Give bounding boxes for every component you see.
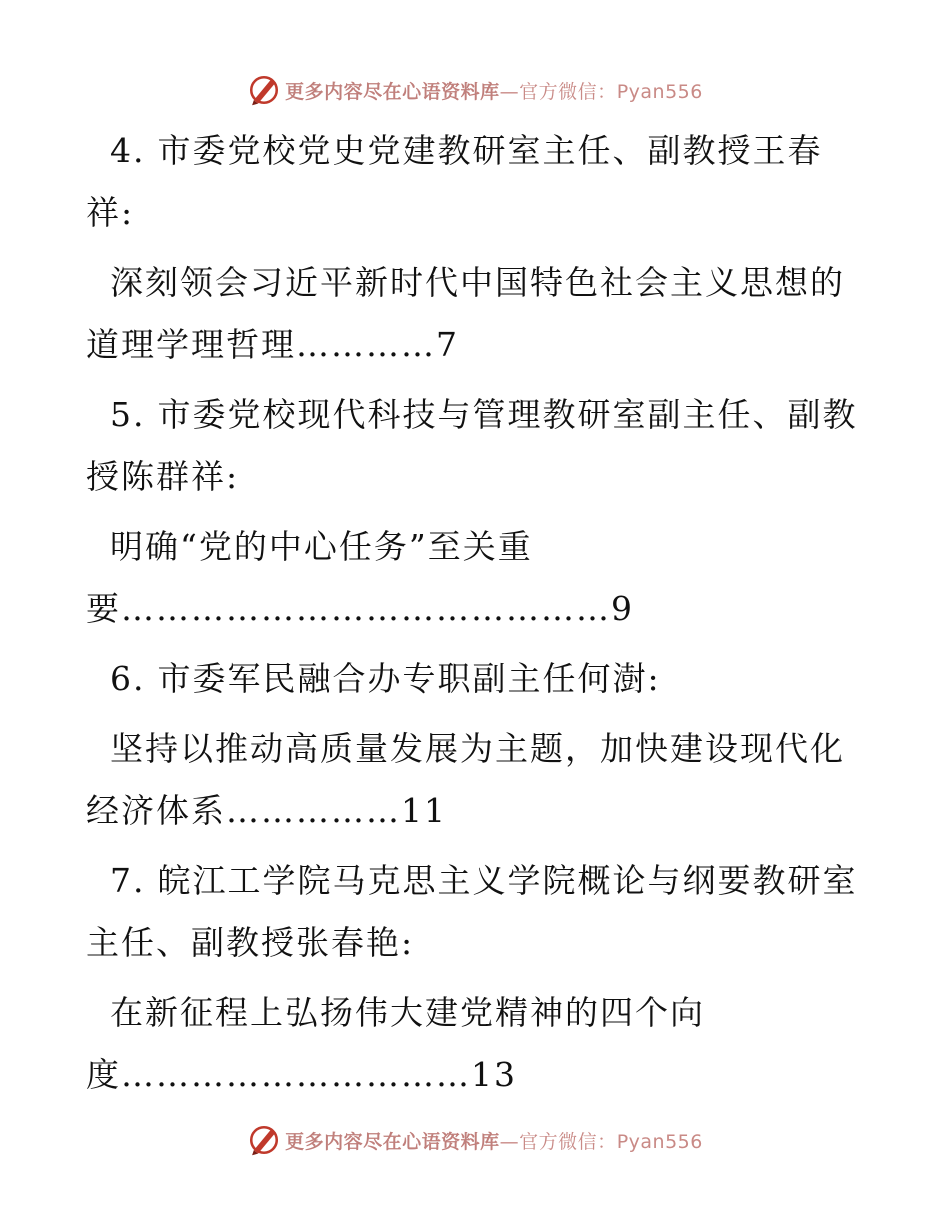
title-line: 坚持以推动高质量发展为主题，加快建设现代化 <box>110 729 845 768</box>
toc-entry-6-author <box>98 648 858 710</box>
entry-number: 6. <box>110 659 146 698</box>
entry-number: 4. <box>110 131 146 170</box>
footer-banner-inner <box>247 1123 703 1157</box>
banner-official: 官方微信： <box>519 1130 617 1153</box>
author-line: 市委党校党史党建教研室主任、副教授王春 <box>157 131 823 170</box>
banner-separator: — <box>499 80 520 103</box>
title-line: 深刻领会习近平新时代中国特色社会主义思想的 <box>110 263 845 302</box>
title-line-cont: 要……………………………………9 <box>86 589 634 628</box>
toc-entry-5-title <box>86 516 858 640</box>
author-line-cont: 授陈群祥: <box>86 457 240 496</box>
title-line-cont: 度…………………………13 <box>86 1055 517 1094</box>
toc-entry-7-title <box>86 982 858 1106</box>
banner-brand: 更多内容尽在心语资料库 <box>285 80 500 103</box>
author-line: 市委军民融合办专职副主任何澍: <box>157 659 661 698</box>
banner-handle: Pyan556 <box>616 1130 703 1153</box>
toc-entry-7-author <box>86 850 858 974</box>
header-banner-text <box>285 77 703 104</box>
toc-entry-5-author <box>86 384 858 508</box>
footer-banner <box>0 1120 950 1160</box>
author-line-cont: 主任、副教授张春艳: <box>86 923 415 962</box>
header-banner-inner <box>247 73 703 107</box>
banner-brand: 更多内容尽在心语资料库 <box>285 1130 500 1153</box>
toc-entry-6-title <box>86 718 858 842</box>
title-line-cont: 道理学理哲理…………7 <box>86 325 459 364</box>
footer-banner-text <box>285 1127 703 1154</box>
author-line-cont: 祥: <box>86 193 135 232</box>
entry-number: 7. <box>110 861 146 900</box>
pen-logo-icon <box>247 73 281 107</box>
title-line: 在新征程上弘扬伟大建党精神的四个向 <box>110 993 705 1032</box>
title-line-cont: 经济体系……………11 <box>86 791 447 830</box>
title-line: 明确“党的中心任务”至关重 <box>110 527 533 566</box>
banner-handle: Pyan556 <box>616 80 703 103</box>
toc-content <box>86 120 858 1114</box>
author-line: 皖江工学院马克思主义学院概论与纲要教研室 <box>157 861 858 900</box>
entry-number: 5. <box>110 395 146 434</box>
pen-logo-icon <box>247 1123 281 1157</box>
banner-separator: — <box>499 1130 520 1153</box>
toc-entry-4-title <box>86 252 858 376</box>
banner-official: 官方微信： <box>519 80 617 103</box>
header-banner <box>0 70 950 110</box>
toc-entry-4-author <box>86 120 858 244</box>
author-line: 市委党校现代科技与管理教研室副主任、副教 <box>157 395 858 434</box>
